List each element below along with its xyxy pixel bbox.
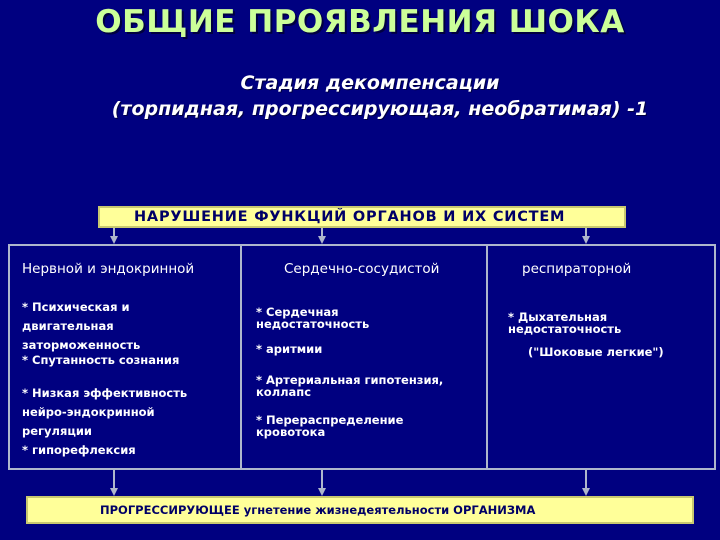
slide-title: ОБЩИЕ ПРОЯВЛЕНИЯ ШОКА <box>95 4 625 40</box>
column-divider <box>240 244 242 470</box>
stage-types-subtitle: (торпидная, прогрессирующая, необратимая) -1 <box>111 98 649 120</box>
nervous-item: * Психическая и двигательная заторможенность <box>22 300 141 352</box>
nervous-item: * гипорефлексия <box>22 443 136 457</box>
progressive-depression-footer: ПРОГРЕССИРУЮЩЕЕ угнетение жизнедеятельности ОРГАНИЗМА <box>26 496 694 524</box>
column-divider <box>486 244 488 470</box>
stage-subtitle: Стадия декомпенсации <box>240 72 500 94</box>
cardio-item: * Сердечная недостаточность <box>256 305 370 331</box>
cardio-item: * аритмии <box>256 342 323 356</box>
nervous-item: * Низкая эффективность нейро-эндокринной регуляции <box>22 386 188 438</box>
resp-item: ("Шоковые легкие") <box>528 345 664 359</box>
resp-item: * Дыхательная недостаточность <box>508 310 622 336</box>
nervous-item: * Спутанность сознания <box>22 353 180 367</box>
organ-dysfunction-header: НАРУШЕНИЕ ФУНКЦИЙ ОРГАНОВ И ИХ СИСТЕМ <box>98 206 626 228</box>
cardio-item: * Артериальная гипотензия, коллапс <box>256 373 444 399</box>
cardio-item: * Перераспределение кровотока <box>256 413 404 439</box>
column-heading-resp: респираторной <box>522 261 632 277</box>
column-heading-nervous: Нервной и эндокринной <box>22 261 195 277</box>
column-heading-cardio: Сердечно-сосудистой <box>284 261 440 277</box>
